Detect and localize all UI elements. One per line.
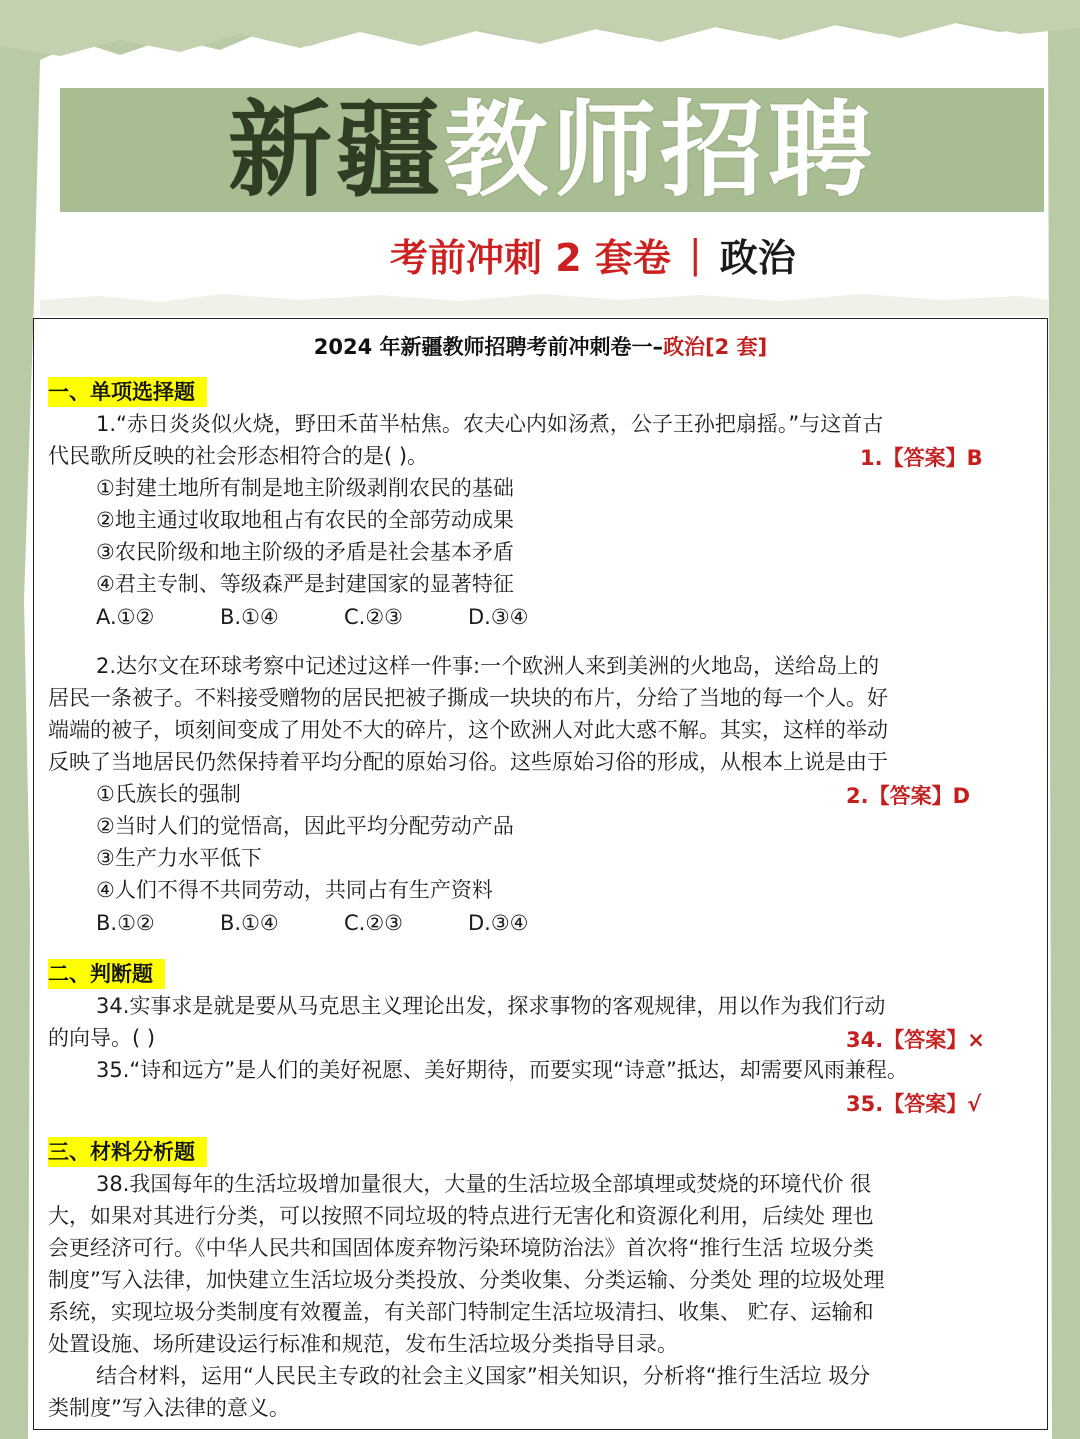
q1-line-2: 代民歌所反映的社会形态相符合的是( )。	[48, 444, 429, 468]
subject-label: 政治	[719, 235, 796, 280]
q2-line-1: 2.达尔文在环球考察中记述过这样一件事:一个欧洲人来到美洲的火地岛，送给岛上的	[96, 654, 880, 678]
q1-option-a: A.①②	[96, 605, 155, 629]
q38-line-2: 大，如果对其进行分类，可以按照不同垃圾的特点进行无害化和资源化利用，后续处 理也	[48, 1204, 874, 1228]
section-heading-single-choice: 一、单项选择题	[48, 377, 207, 407]
section-heading-material-analysis: 三、材料分析题	[48, 1137, 207, 1167]
subtitle-separator: |	[688, 232, 702, 276]
main-title-part2: 教师招聘	[444, 89, 877, 211]
q2-item-3: ③生产力水平低下	[96, 846, 262, 870]
q38-line-5: 系统，实现垃圾分类制度有效覆盖，有关部门特制定生活垃圾清扫、收集、 贮存、运输和	[48, 1300, 874, 1324]
q1-item-3: ③农民阶级和地主阶级的矛盾是社会基本矛盾	[96, 540, 514, 564]
q35-line-1: 35.“诗和远方”是人们的美好祝愿、美好期待，而要实现“诗意”抵达，却需要风雨兼程。	[96, 1058, 908, 1082]
subtitle-text: 考前冲刺 2 套卷	[390, 235, 671, 280]
q1-options	[96, 602, 592, 632]
q2-item-2: ②当时人们的觉悟高，因此平均分配劳动产品	[96, 814, 514, 838]
q38-line-6: 处置设施、场所建设运行标准和规范，发布生活垃圾分类指导目录。	[48, 1332, 678, 1356]
q35-answer: 35.【答案】√	[846, 1092, 982, 1116]
q2-option-3: C.②③	[344, 911, 403, 935]
document-title-subject: 政治[2 套]	[663, 335, 768, 359]
q1-item-2: ②地主通过收取地租占有农民的全部劳动成果	[96, 508, 514, 532]
q34-line-1: 34.实事求是就是要从马克思主义理论出发，探求事物的客观规律，用以作为我们行动	[96, 994, 886, 1018]
q34-answer: 34.【答案】×	[846, 1028, 985, 1052]
q1-item-1: ①封建土地所有制是地主阶级剥削农民的基础	[96, 476, 514, 500]
q2-answer: 2.【答案】D	[846, 784, 971, 808]
q34-line-2: 的向导。( )	[48, 1026, 156, 1050]
exam-document	[33, 318, 1048, 1430]
q1-option-b: B.①④	[220, 605, 279, 629]
q2-options	[96, 908, 592, 938]
q2-option-2: B.①④	[220, 911, 279, 935]
q2-option-1: B.①②	[96, 911, 155, 935]
q38-line-4: 制度”写入法律，加快建立生活垃圾分类投放、分类收集、分类运输、分类处 理的垃圾处理	[48, 1268, 885, 1292]
q1-option-c: C.②③	[344, 605, 403, 629]
q38-line-3: 会更经济可行。《中华人民共和国固体废弃物污染环境防治法》首次将“推行生活 垃圾分类	[48, 1236, 875, 1260]
q38-line-7: 结合材料，运用“人民民主专政的社会主义国家”相关知识，分析将“推行生活垃 圾分	[96, 1364, 871, 1388]
q1-line-1: 1.“赤日炎炎似火烧，野田禾苗半枯焦。农夫心内如汤煮，公子王孙把扇摇。”与这首古	[96, 412, 884, 436]
q2-item-1: ①氏族长的强制	[96, 782, 241, 806]
subtitle	[390, 226, 796, 282]
q2-option-4: D.③④	[468, 911, 529, 935]
document-title	[34, 331, 1047, 361]
q2-item-4: ④人们不得不共同劳动，共同占有生产资料	[96, 878, 493, 902]
main-title	[60, 88, 1044, 212]
document-title-main: 2024 年新疆教师招聘考前冲刺卷一–	[313, 335, 664, 359]
q2-line-3: 端端的被子，顷刻间变成了用处不大的碎片，这个欧洲人对此大惑不解。其实，这样的举动	[48, 718, 888, 742]
q38-line-1: 38.我国每年的生活垃圾增加量很大，大量的生活垃圾全部填埋或焚烧的环境代价 很	[96, 1172, 872, 1196]
q1-answer: 1.【答案】B	[860, 446, 983, 470]
q38-line-8: 类制度”写入法律的意义。	[48, 1396, 290, 1420]
q2-line-4: 反映了当地居民仍然保持着平均分配的原始习俗。这些原始习俗的形成，从根本上说是由于	[48, 750, 888, 774]
main-title-part1: 新疆	[227, 89, 444, 211]
q1-option-d: D.③④	[468, 605, 529, 629]
q1-item-4: ④君主专制、等级森严是封建国家的显著特征	[96, 572, 514, 596]
q2-line-2: 居民一条被子。不料接受赠物的居民把被子撕成一块块的布片，分给了当地的每一个人。好	[48, 686, 888, 710]
section-heading-true-false: 二、判断题	[48, 959, 165, 989]
